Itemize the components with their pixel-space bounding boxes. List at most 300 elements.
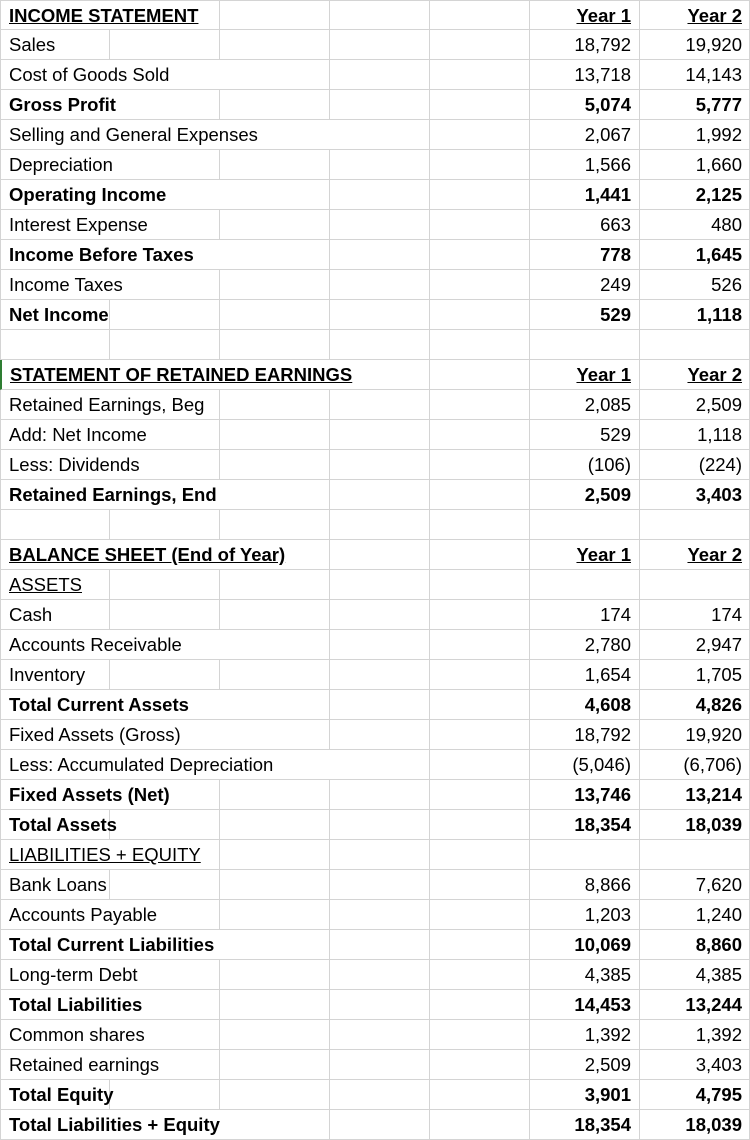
year1-value[interactable]: 174: [530, 600, 640, 630]
cell[interactable]: [330, 1110, 430, 1140]
year1-value[interactable]: 13,746: [530, 780, 640, 810]
table-row: [0, 1020, 750, 1050]
year2-value[interactable]: 4,826: [640, 690, 750, 720]
table-row: [0, 690, 750, 720]
assets-header-row: [0, 570, 750, 600]
cell-year1-header[interactable]: [530, 0, 640, 30]
cell[interactable]: [430, 1080, 530, 1110]
row-label: Accounts Payable: [9, 904, 158, 925]
year2-value[interactable]: 19,920: [640, 30, 750, 60]
row-label-cell[interactable]: [0, 390, 205, 420]
year2-value[interactable]: 1,392: [640, 1020, 750, 1050]
row-label: Fixed Assets (Gross): [9, 724, 181, 745]
row-label: Total Equity: [9, 1084, 114, 1105]
cell[interactable]: [330, 1080, 430, 1110]
table-row: [0, 780, 750, 810]
cell[interactable]: [220, 870, 330, 900]
table-row: [0, 990, 750, 1020]
row-label-cell[interactable]: [0, 240, 194, 270]
cell[interactable]: [110, 510, 220, 540]
year2-value[interactable]: 3,403: [640, 1050, 750, 1080]
cell[interactable]: [330, 300, 430, 330]
year2-value[interactable]: 3,403: [640, 480, 750, 510]
cell[interactable]: [430, 240, 530, 270]
table-row: [0, 150, 750, 180]
cell[interactable]: [330, 180, 430, 210]
row-label: Fixed Assets (Net): [9, 784, 170, 805]
cell[interactable]: [640, 840, 750, 870]
cell[interactable]: [430, 900, 530, 930]
cell[interactable]: [330, 930, 430, 960]
year2-value[interactable]: 1,118: [640, 300, 750, 330]
income-statement-header-row: [0, 0, 750, 30]
table-row: [0, 960, 750, 990]
income-year2-label: Year 2: [687, 5, 742, 26]
year2-value[interactable]: 4,795: [640, 1080, 750, 1110]
cell[interactable]: [430, 1020, 530, 1050]
row-label-cell[interactable]: [0, 990, 143, 1020]
cell[interactable]: [330, 810, 430, 840]
cell[interactable]: [430, 780, 530, 810]
year1-value[interactable]: 1,203: [530, 900, 640, 930]
cell-year1-header[interactable]: [530, 360, 640, 390]
year2-value[interactable]: 14,143: [640, 60, 750, 90]
table-row: [0, 390, 750, 420]
cell[interactable]: [330, 660, 430, 690]
cell[interactable]: [330, 960, 430, 990]
year1-value[interactable]: 10,069: [530, 930, 640, 960]
year2-value[interactable]: 1,660: [640, 150, 750, 180]
row-label-cell[interactable]: [0, 480, 217, 510]
cell[interactable]: [330, 450, 430, 480]
year2-value[interactable]: 2,125: [640, 180, 750, 210]
year1-value[interactable]: 1,566: [530, 150, 640, 180]
table-row: [0, 180, 750, 210]
cell[interactable]: [330, 30, 430, 60]
cell[interactable]: [110, 90, 220, 120]
cell[interactable]: [640, 330, 750, 360]
year1-value[interactable]: 18,354: [530, 810, 640, 840]
table-row: [0, 90, 750, 120]
cell[interactable]: [430, 1110, 530, 1140]
year2-value[interactable]: 2,947: [640, 630, 750, 660]
cell[interactable]: [330, 690, 430, 720]
year1-value[interactable]: 4,385: [530, 960, 640, 990]
table-row: [0, 1050, 750, 1080]
cell-c1[interactable]: [220, 0, 330, 30]
table-row: [0, 210, 750, 240]
year1-value[interactable]: 663: [530, 210, 640, 240]
row-label-cell[interactable]: [0, 900, 158, 930]
row-label-cell[interactable]: [0, 60, 170, 90]
year2-value[interactable]: 18,039: [640, 1110, 750, 1140]
cell[interactable]: [330, 750, 430, 780]
cell[interactable]: [430, 840, 530, 870]
table-row: [0, 120, 750, 150]
row-label-cell[interactable]: [0, 810, 117, 840]
selected-cell[interactable]: [0, 360, 353, 390]
table-row: [0, 870, 750, 900]
year2-value[interactable]: 13,214: [640, 780, 750, 810]
year2-value[interactable]: 7,620: [640, 870, 750, 900]
cell[interactable]: [220, 270, 330, 300]
cell[interactable]: [110, 300, 220, 330]
row-label: Sales: [9, 34, 56, 55]
cell[interactable]: [220, 1080, 330, 1110]
year1-value[interactable]: 1,392: [530, 1020, 640, 1050]
year2-value[interactable]: 4,385: [640, 960, 750, 990]
row-label: Income Taxes: [9, 274, 123, 295]
cell[interactable]: [220, 510, 330, 540]
year2-value[interactable]: 1,240: [640, 900, 750, 930]
year2-value[interactable]: 5,777: [640, 90, 750, 120]
table-row: [0, 810, 750, 840]
cell[interactable]: [220, 30, 330, 60]
row-label: Retained earnings: [9, 1054, 160, 1075]
year2-value[interactable]: 174: [640, 600, 750, 630]
row-label: Total Current Assets: [9, 694, 189, 715]
cell[interactable]: [220, 330, 330, 360]
year1-value[interactable]: (5,046): [530, 750, 640, 780]
row-label: Bank Loans: [9, 874, 107, 895]
cell[interactable]: [0, 840, 201, 870]
cell[interactable]: [530, 510, 640, 540]
cell-year2-header[interactable]: [640, 0, 750, 30]
cell[interactable]: [430, 330, 530, 360]
cell[interactable]: [430, 360, 530, 390]
cell[interactable]: [330, 210, 430, 240]
cell[interactable]: [430, 30, 530, 60]
re-year1-label: Year 1: [576, 364, 631, 385]
cell[interactable]: [330, 90, 430, 120]
cell[interactable]: [430, 120, 530, 150]
table-row: [0, 480, 750, 510]
table-row: [0, 630, 750, 660]
cell[interactable]: [430, 690, 530, 720]
cell[interactable]: [530, 840, 640, 870]
cell[interactable]: [110, 330, 220, 360]
cell[interactable]: [330, 330, 430, 360]
year1-value[interactable]: 2,780: [530, 630, 640, 660]
cell[interactable]: [220, 150, 330, 180]
row-label: Interest Expense: [9, 214, 148, 235]
year1-value[interactable]: 2,509: [530, 480, 640, 510]
cell[interactable]: [430, 270, 530, 300]
year1-value[interactable]: 13,718: [530, 60, 640, 90]
cell[interactable]: [330, 990, 430, 1020]
row-label: Selling and General Expenses: [9, 124, 258, 145]
cell[interactable]: [430, 570, 530, 600]
row-label-cell[interactable]: [0, 660, 110, 690]
row-label: Less: Dividends: [9, 454, 140, 475]
cell[interactable]: [0, 510, 110, 540]
cell[interactable]: [110, 150, 220, 180]
cell[interactable]: [430, 720, 530, 750]
cell[interactable]: [330, 1020, 430, 1050]
cell[interactable]: [430, 60, 530, 90]
row-label-cell[interactable]: [0, 180, 167, 210]
re-year2-label: Year 2: [687, 364, 742, 385]
cell[interactable]: [0, 540, 286, 570]
year1-value[interactable]: 18,792: [530, 720, 640, 750]
cell[interactable]: [430, 300, 530, 330]
table-row: [0, 930, 750, 960]
cell[interactable]: [330, 840, 430, 870]
cell[interactable]: [330, 480, 430, 510]
cell[interactable]: [430, 930, 530, 960]
row-label: Total Liabilities: [9, 994, 143, 1015]
year1-value[interactable]: 18,354: [530, 1110, 640, 1140]
bs-year1-label: Year 1: [576, 544, 631, 565]
cell-a1[interactable]: [0, 0, 199, 30]
cell[interactable]: [430, 480, 530, 510]
table-row: [0, 60, 750, 90]
year2-value[interactable]: 13,244: [640, 990, 750, 1020]
year2-value[interactable]: 8,860: [640, 930, 750, 960]
cell[interactable]: [220, 450, 330, 480]
cell[interactable]: [330, 780, 430, 810]
row-label: Common shares: [9, 1024, 145, 1045]
cell[interactable]: [430, 510, 530, 540]
cell[interactable]: [430, 90, 530, 120]
row-label-cell[interactable]: [0, 450, 140, 480]
year1-value[interactable]: 18,792: [530, 30, 640, 60]
cell[interactable]: [430, 810, 530, 840]
cell[interactable]: [110, 270, 220, 300]
cell[interactable]: [330, 570, 430, 600]
row-label: Retained Earnings, End: [9, 484, 217, 505]
row-label-cell[interactable]: [0, 960, 138, 990]
year1-value[interactable]: 1,654: [530, 660, 640, 690]
year1-value[interactable]: 14,453: [530, 990, 640, 1020]
cell[interactable]: [430, 870, 530, 900]
cell[interactable]: [430, 660, 530, 690]
cell[interactable]: [220, 570, 330, 600]
cell[interactable]: [330, 870, 430, 900]
year2-value[interactable]: (224): [640, 450, 750, 480]
cell[interactable]: [220, 780, 330, 810]
year1-value[interactable]: 3,901: [530, 1080, 640, 1110]
cell[interactable]: [110, 570, 220, 600]
cell[interactable]: [530, 570, 640, 600]
cell[interactable]: [220, 720, 330, 750]
row-label-cell[interactable]: [0, 630, 182, 660]
row-label: Cost of Goods Sold: [9, 64, 170, 85]
cell[interactable]: [220, 420, 330, 450]
year1-value[interactable]: 529: [530, 420, 640, 450]
table-row: [0, 420, 750, 450]
cell[interactable]: [220, 690, 330, 720]
row-label-cell[interactable]: [0, 780, 170, 810]
row-label-cell[interactable]: [0, 150, 113, 180]
year2-value[interactable]: 1,645: [640, 240, 750, 270]
cell[interactable]: [430, 960, 530, 990]
table-row: [0, 600, 750, 630]
cell[interactable]: [330, 240, 430, 270]
cell[interactable]: [220, 1110, 330, 1140]
income-year1-label: Year 1: [576, 5, 631, 26]
year1-value[interactable]: 249: [530, 270, 640, 300]
year1-value[interactable]: 2,085: [530, 390, 640, 420]
cell[interactable]: [220, 390, 330, 420]
row-label: Operating Income: [9, 184, 167, 205]
cell[interactable]: [0, 330, 110, 360]
year1-value[interactable]: 4,608: [530, 690, 640, 720]
year1-value[interactable]: (106): [530, 450, 640, 480]
year1-value[interactable]: 1,441: [530, 180, 640, 210]
cell[interactable]: [220, 1050, 330, 1080]
row-label: Depreciation: [9, 154, 113, 175]
cell[interactable]: [430, 390, 530, 420]
cell[interactable]: [430, 210, 530, 240]
cell[interactable]: [220, 180, 330, 210]
row-label-cell[interactable]: [0, 690, 189, 720]
year2-value[interactable]: 526: [640, 270, 750, 300]
cell-d1[interactable]: [330, 0, 430, 30]
retained-earnings-title: STATEMENT OF RETAINED EARNINGS: [10, 364, 353, 385]
cell[interactable]: [330, 420, 430, 450]
cell[interactable]: [220, 810, 330, 840]
row-label-cell[interactable]: [0, 420, 147, 450]
cell[interactable]: [330, 900, 430, 930]
row-label-cell[interactable]: [0, 870, 110, 900]
cell[interactable]: [110, 30, 220, 60]
cell[interactable]: [330, 390, 430, 420]
cell[interactable]: [220, 990, 330, 1020]
year2-value[interactable]: 18,039: [640, 810, 750, 840]
table-row: [0, 660, 750, 690]
cell[interactable]: [220, 60, 330, 90]
cell[interactable]: [430, 150, 530, 180]
cell[interactable]: [430, 1050, 530, 1080]
year1-value[interactable]: 8,866: [530, 870, 640, 900]
cell-e1[interactable]: [430, 0, 530, 30]
row-label-cell[interactable]: [0, 1110, 220, 1140]
table-row: [0, 240, 750, 270]
cell[interactable]: [330, 270, 430, 300]
year2-value[interactable]: 1,992: [640, 120, 750, 150]
cell[interactable]: [430, 420, 530, 450]
cell[interactable]: [110, 1080, 220, 1110]
cell[interactable]: [220, 240, 330, 270]
cell[interactable]: [430, 990, 530, 1020]
retained-earnings-header-row: [0, 360, 750, 390]
cell[interactable]: [220, 1020, 330, 1050]
cell[interactable]: [220, 600, 330, 630]
cell[interactable]: [110, 660, 220, 690]
table-row: [0, 900, 750, 930]
row-label-cell[interactable]: [0, 600, 110, 630]
row-label-cell[interactable]: [0, 300, 110, 330]
cell[interactable]: [110, 870, 220, 900]
row-label-cell[interactable]: [0, 90, 116, 120]
year1-value[interactable]: 778: [530, 240, 640, 270]
table-row: [0, 30, 750, 60]
empty-row: [0, 510, 750, 540]
year2-value[interactable]: 1,118: [640, 420, 750, 450]
cell-year1-header[interactable]: [530, 540, 640, 570]
cell[interactable]: [430, 630, 530, 660]
row-label-cell[interactable]: [0, 30, 110, 60]
row-label-cell[interactable]: [0, 270, 123, 300]
balance-sheet-title: BALANCE SHEET (End of Year): [9, 544, 286, 565]
cell[interactable]: [330, 630, 430, 660]
cell[interactable]: [220, 960, 330, 990]
row-label-cell[interactable]: [0, 120, 258, 150]
cell-year2-header[interactable]: [640, 540, 750, 570]
liabilities-title: LIABILITIES + EQUITY: [9, 844, 201, 865]
cell[interactable]: [0, 570, 110, 600]
row-label-cell[interactable]: [0, 1050, 160, 1080]
cell[interactable]: [430, 600, 530, 630]
row-label: Cash: [9, 604, 53, 625]
cell[interactable]: [220, 90, 330, 120]
row-label-cell[interactable]: [0, 930, 215, 960]
cell[interactable]: [220, 930, 330, 960]
cell[interactable]: [220, 660, 330, 690]
row-label: Long-term Debt: [9, 964, 138, 985]
cell[interactable]: [110, 600, 220, 630]
cell[interactable]: [330, 540, 430, 570]
year2-value[interactable]: 19,920: [640, 720, 750, 750]
cell[interactable]: [330, 150, 430, 180]
table-row: [0, 300, 750, 330]
table-row: [0, 750, 750, 780]
cell[interactable]: [640, 510, 750, 540]
cell[interactable]: [220, 840, 330, 870]
cell[interactable]: [430, 750, 530, 780]
year1-value[interactable]: 2,509: [530, 1050, 640, 1080]
row-label-cell[interactable]: [0, 210, 148, 240]
year1-value[interactable]: 529: [530, 300, 640, 330]
cell[interactable]: [430, 540, 530, 570]
row-label: Net Income: [9, 304, 109, 325]
cell[interactable]: [330, 510, 430, 540]
row-label-cell[interactable]: [0, 750, 274, 780]
row-label-cell[interactable]: [0, 720, 181, 750]
balance-sheet-header-row: [0, 540, 750, 570]
cell[interactable]: [330, 120, 430, 150]
year2-value[interactable]: (6,706): [640, 750, 750, 780]
cell[interactable]: [330, 1050, 430, 1080]
year2-value[interactable]: 2,509: [640, 390, 750, 420]
row-label: Inventory: [9, 664, 86, 685]
year1-value[interactable]: 5,074: [530, 90, 640, 120]
cell[interactable]: [220, 900, 330, 930]
row-label-cell[interactable]: [0, 1080, 114, 1110]
cell[interactable]: [430, 450, 530, 480]
row-label-cell[interactable]: [0, 1020, 145, 1050]
cell[interactable]: [640, 570, 750, 600]
cell[interactable]: [430, 180, 530, 210]
cell[interactable]: [220, 630, 330, 660]
row-label: Total Liabilities + Equity: [9, 1114, 220, 1135]
table-row: [0, 1110, 750, 1140]
year1-value[interactable]: 2,067: [530, 120, 640, 150]
assets-title: ASSETS: [9, 574, 82, 595]
cell[interactable]: [220, 300, 330, 330]
cell[interactable]: [330, 60, 430, 90]
cell[interactable]: [330, 720, 430, 750]
cell[interactable]: [530, 330, 640, 360]
cell[interactable]: [220, 480, 330, 510]
cell[interactable]: [220, 210, 330, 240]
cell[interactable]: [110, 810, 220, 840]
year2-value[interactable]: 480: [640, 210, 750, 240]
cell[interactable]: [330, 600, 430, 630]
year2-value[interactable]: 1,705: [640, 660, 750, 690]
cell-year2-header[interactable]: [640, 360, 750, 390]
